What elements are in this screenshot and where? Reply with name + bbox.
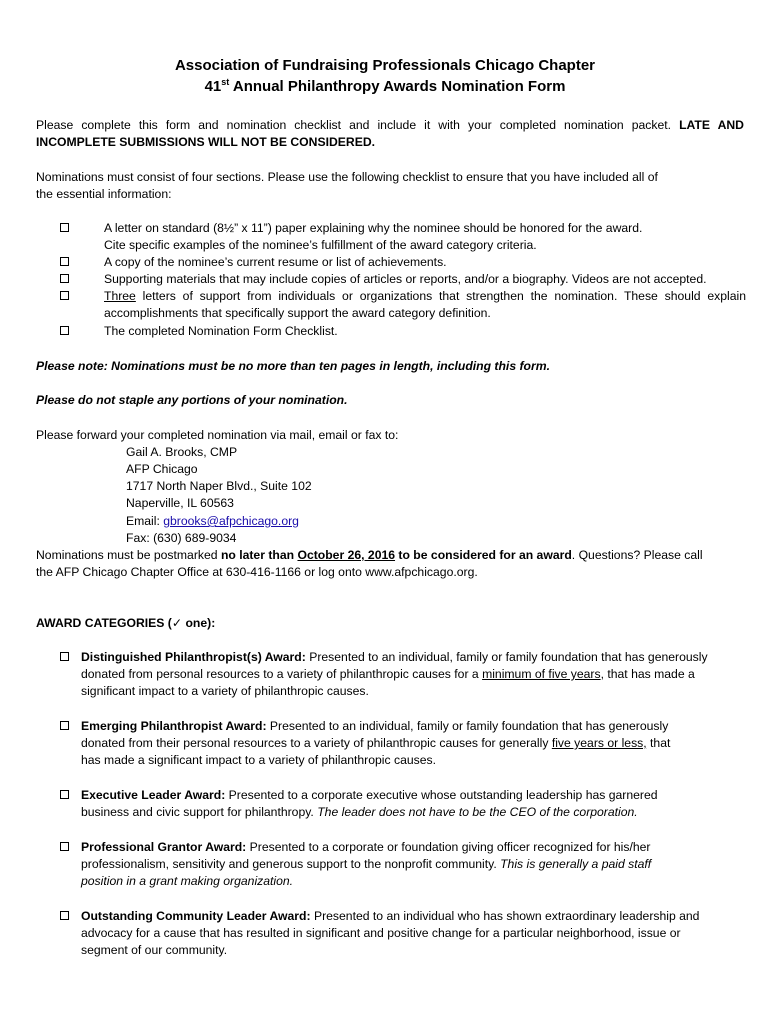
- award-checkbox-emerging[interactable]: [60, 721, 69, 730]
- award-desc: Presented to a corporate executive whose outstanding leadership has garnered: [225, 788, 658, 802]
- award-executive-leader: [81, 787, 731, 821]
- award-checkbox-executive[interactable]: [60, 790, 69, 799]
- award-desc-italic: The leader does not have to be the CEO of the corporation.: [317, 805, 638, 819]
- award-desc: Presented to a corporate or foundation giving officer recognized for his/her: [246, 840, 651, 854]
- award-desc-italic: This is generally a paid staff: [500, 857, 652, 871]
- award-distinguished-philanthropist: [81, 649, 731, 700]
- intro-paragraph: [36, 117, 744, 151]
- checklist-item-letters-support: [104, 288, 746, 322]
- checklist-item-letter: [104, 220, 746, 254]
- contact-city: Naperville, IL 60563: [126, 496, 234, 510]
- late-warning: LATE AND INCOMPLETE SUBMISSIONS WILL NOT BE CONSIDERED.: [36, 118, 744, 149]
- award-desc: advocacy for a cause that has resulted in significant and positive change for a particular neighborhood, issue or: [81, 926, 681, 940]
- award-desc: segment of our community.: [81, 943, 228, 957]
- form-title-text: Annual Philanthropy Awards Nomination Form: [229, 78, 566, 95]
- edition-suffix: st: [221, 77, 230, 87]
- contact-street: 1717 North Naper Blvd., Suite 102: [126, 479, 312, 493]
- checklist-checkbox-4[interactable]: [60, 291, 69, 300]
- award-title: Professional Grantor Award:: [81, 840, 247, 854]
- deadline-bold: no later than: [220, 548, 298, 562]
- award-desc-italic: position in a grant making organization.: [81, 874, 294, 888]
- deadline-line2: the AFP Chicago Chapter Office at 630-416-1166 or log onto www.afpchicago.org.: [36, 565, 478, 579]
- check-mark-icon: ✓: [171, 616, 183, 630]
- award-categories-heading: [36, 615, 744, 632]
- checklist-item-resume: A copy of the nominee’s current resume or list of achievements.: [104, 255, 447, 269]
- award-desc: business and civic support for philanthropy.: [81, 805, 318, 819]
- award-desc: donated from personal resources to a variety of philanthropic causes for a: [81, 667, 483, 681]
- contact-fax: Fax: (630) 689-9034: [126, 531, 237, 545]
- email-label: Email:: [126, 514, 164, 528]
- checklist-checkbox-5[interactable]: [60, 326, 69, 335]
- award-desc: has made a significant impact to a variety of philanthropic causes.: [81, 753, 436, 767]
- checklist-item-supporting: Supporting materials that may include copies of articles or reports, and/or a biography. Videos are not accepted.: [104, 272, 707, 286]
- contact-org: AFP Chicago: [126, 462, 198, 476]
- checklist-checkbox-3[interactable]: [60, 274, 69, 283]
- award-title: Emerging Philanthropist Award:: [81, 719, 267, 733]
- forward-intro: Please forward your completed nomination via mail, email or fax to:: [36, 428, 399, 442]
- award-desc-underlined: five years or less,: [551, 736, 647, 750]
- award-desc: Presented to an individual who has shown extraordinary leadership and: [310, 909, 700, 923]
- award-desc: Presented to an individual, family or family foundation that has generously: [305, 650, 708, 664]
- award-emerging-philanthropist: [81, 718, 731, 769]
- contact-name: Gail A. Brooks, CMP: [126, 445, 238, 459]
- checklist-item-form-checklist: The completed Nomination Form Checklist.: [104, 324, 338, 338]
- award-title: Outstanding Community Leader Award:: [81, 909, 311, 923]
- note-page-limit: Please note: Nominations must be no more than ten pages in length, including this form.: [36, 359, 550, 373]
- three-underlined: Three: [104, 289, 136, 303]
- award-title: Distinguished Philanthropist(s) Award:: [81, 650, 306, 664]
- award-checkbox-community[interactable]: [60, 911, 69, 920]
- deadline-consider: to be considered for an award: [395, 548, 572, 562]
- deadline-text: Nominations must be postmarked: [36, 548, 221, 562]
- email-link[interactable]: gbrooks@afpchicago.org: [163, 514, 299, 528]
- checklist-checkbox-1[interactable]: [60, 223, 69, 232]
- award-desc: that: [646, 736, 671, 750]
- award-title: Executive Leader Award:: [81, 788, 226, 802]
- edition-number: 41: [204, 78, 222, 95]
- award-desc: Presented to an individual, family or family foundation that has generously: [266, 719, 669, 733]
- form-title-line1: Association of Fundraising Professionals Chicago Chapter: [174, 57, 596, 74]
- checklist-checkbox-2[interactable]: [60, 257, 69, 266]
- sections-intro-line2: the essential information:: [36, 187, 172, 201]
- categories-heading-text: AWARD CATEGORIES (: [36, 616, 172, 630]
- award-checkbox-grantor[interactable]: [60, 842, 69, 851]
- checklist-item-letter-line2: Cite specific examples of the nominee’s fulfillment of the award category criteria.: [104, 238, 537, 252]
- award-desc: significant impact to a variety of philanthropic causes.: [81, 684, 369, 698]
- award-desc: donated from their personal resources to a variety of philanthropic causes for generally: [81, 736, 552, 750]
- checklist-item-letter-line1: A letter on standard (8½” x 11”) paper explaining why the nominee should be honored for the award.: [104, 221, 643, 235]
- categories-heading-suffix: one):: [182, 616, 216, 630]
- award-checkbox-distinguished[interactable]: [60, 652, 69, 661]
- sections-intro-line1: Nominations must consist of four sections. Please use the following checklist to ensure that you have included all of: [36, 170, 658, 184]
- intro-text: Please complete this form and nomination checklist and include it with your completed nomination packet.: [36, 118, 680, 132]
- letters-support-text: letters of support from individuals or organizations that strengthen the nomination. These should explain accomplishments that specifically support the award category definition.: [104, 289, 746, 320]
- contact-email-row: [126, 513, 299, 530]
- award-desc: , that has made a: [600, 667, 695, 681]
- award-outstanding-community-leader: [81, 908, 731, 959]
- award-desc-underlined: minimum of five years: [482, 667, 601, 681]
- form-title-line2: [0, 76, 770, 97]
- award-professional-grantor: [81, 839, 731, 890]
- deadline-line1: [36, 547, 744, 564]
- deadline-date: October 26, 2016: [297, 548, 396, 562]
- deadline-questions: . Questions? Please call: [571, 548, 703, 562]
- award-desc: professionalism, sensitivity and generous support to the nonprofit community.: [81, 857, 501, 871]
- note-no-staple: Please do not staple any portions of your nomination.: [36, 393, 348, 407]
